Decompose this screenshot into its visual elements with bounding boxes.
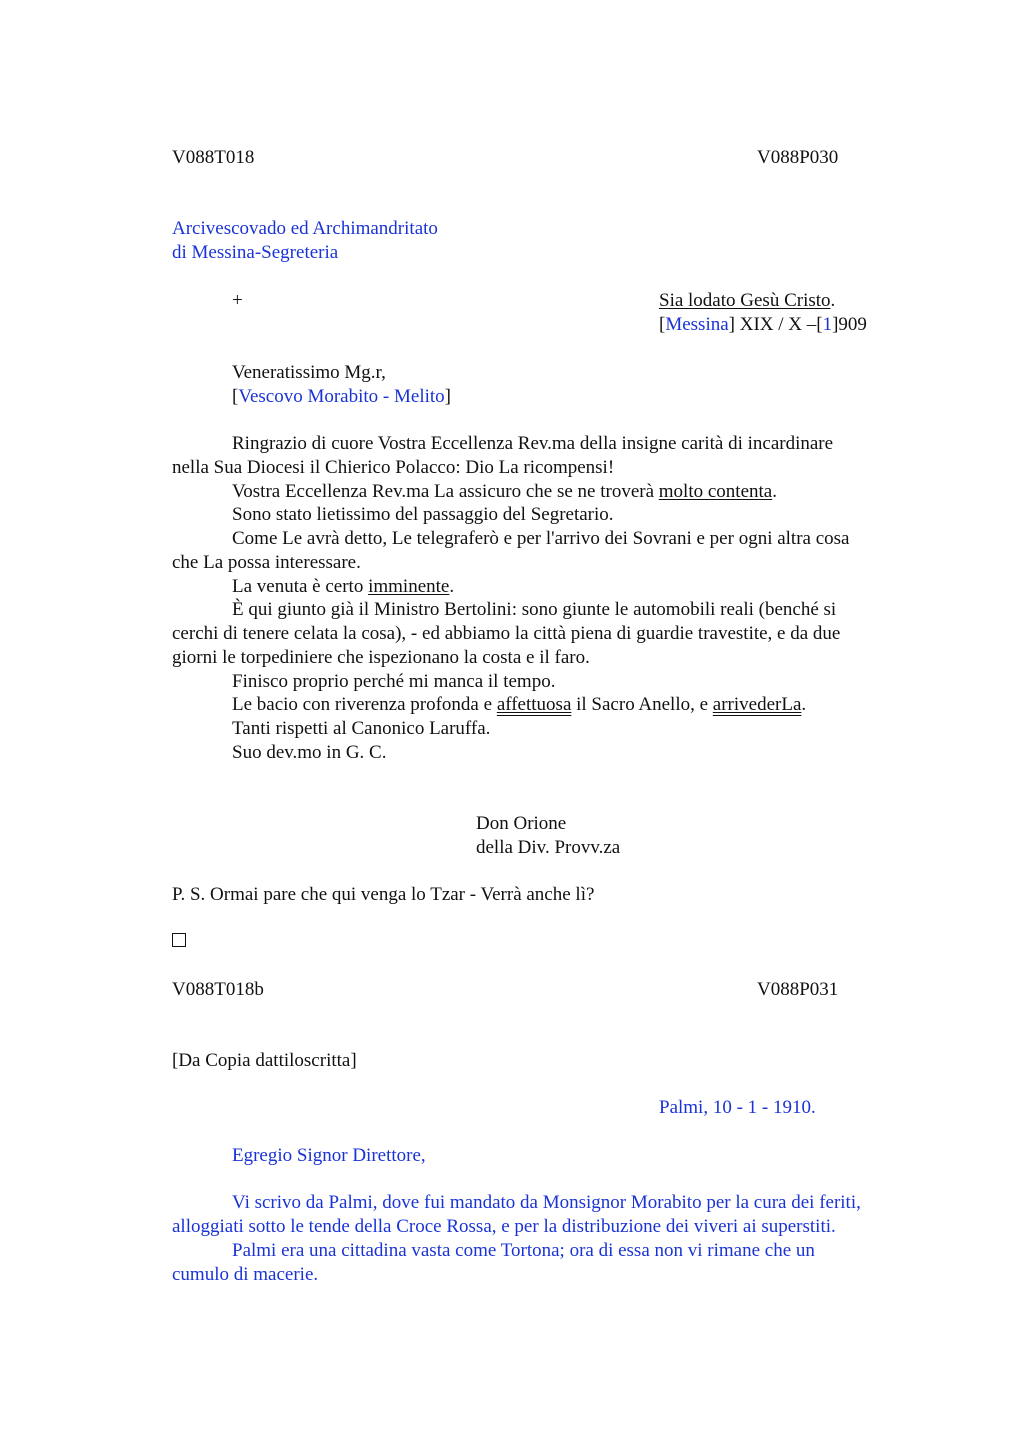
body-line: Tanti rispetti al Canonico Laruffa. <box>232 718 491 739</box>
underlined-phrase: molto contenta <box>658 481 773 502</box>
letter2-line: alloggiati sotto le tende della Croce Rossa, e per la distribuzione dei viveri ai superstiti. <box>172 1216 836 1237</box>
cross-symbol: + <box>232 290 243 311</box>
recipient-close-bracket: ] <box>444 386 451 407</box>
letter2-line: cumulo di macerie. <box>172 1264 319 1285</box>
body-line <box>232 693 806 717</box>
page-code-right: V088P030 <box>757 147 839 168</box>
date-line <box>659 313 867 337</box>
body-line: È qui giunto già il Ministro Bertolini: sono giunte le automobili reali (benché si <box>232 599 837 620</box>
motto-text: Sia lodato Gesù Cristo <box>659 290 831 311</box>
motto <box>659 289 835 313</box>
letterhead-line-1: Arcivescovado ed Archimandritato <box>172 218 438 239</box>
double-underlined-phrase: arrivederLa <box>712 694 802 715</box>
body-text: . <box>449 576 455 597</box>
closing: Suo dev.mo in G. C. <box>232 742 387 763</box>
body-line: cerchi di tenere celata la cosa), - ed abbiamo la città piena di guardie travestite, e da due <box>172 623 841 644</box>
letter2-date: Palmi, 10 - 1 - 1910. <box>659 1097 816 1118</box>
page-code-right: V088P031 <box>757 979 839 1000</box>
body-line <box>232 480 777 504</box>
body-line: che La possa interessare. <box>172 552 361 573</box>
underlined-phrase: imminente <box>368 576 450 597</box>
recipient: Vescovo Morabito - Melito <box>238 386 445 407</box>
date-digit: 1 <box>822 314 833 335</box>
recipient-line <box>232 385 451 409</box>
letterhead-line-2: di Messina-Segreteria <box>172 242 339 263</box>
body-line <box>232 575 454 599</box>
body-text: . <box>801 694 807 715</box>
doc-code-left: V088T018b <box>172 979 264 1000</box>
body-line: Come Le avrà detto, Le telegraferò e per l'arrivo dei Sovrani e per ogni altra cosa <box>232 528 850 549</box>
double-underlined-phrase: affettuosa <box>496 694 572 715</box>
letter2-line: Vi scrivo da Palmi, dove fui mandato da Monsignor Morabito per la cura dei feriti, <box>232 1192 861 1213</box>
body-text: Vostra Eccellenza Rev.ma La assicuro che se ne troverà <box>232 481 659 502</box>
recipient-open-bracket: [ <box>232 386 239 407</box>
source-note: [Da Copia dattiloscritta] <box>172 1050 357 1071</box>
body-line: Ringrazio di cuore Vostra Eccellenza Rev.ma della insigne carità di incardinare <box>232 433 834 454</box>
motto-period: . <box>830 290 836 311</box>
body-line: Sono stato lietissimo del passaggio del Segretario. <box>232 504 614 525</box>
body-line: Finisco proprio perché mi manca il tempo. <box>232 671 556 692</box>
body-text: il Sacro Anello, e <box>571 694 713 715</box>
body-line: giorni le torpediniere che ispezionano la costa e il faro. <box>172 647 590 668</box>
body-text: Le bacio con riverenza profonda e <box>232 694 497 715</box>
salutation: Veneratissimo Mg.r, <box>232 362 386 383</box>
doc-code-left: V088T018 <box>172 147 255 168</box>
date-open-bracket: [ <box>659 314 666 335</box>
separator-square-icon <box>172 933 186 947</box>
body-text: La venuta è certo <box>232 576 369 597</box>
signature-title: della Div. Provv.za <box>476 837 621 858</box>
date-tail: ]909 <box>832 314 867 335</box>
body-text: . <box>772 481 777 502</box>
signature-name: Don Orione <box>476 813 567 834</box>
body-line: nella Sua Diocesi il Chierico Polacco: Dio La ricompensi! <box>172 457 615 478</box>
letter2-line: Palmi era una cittadina vasta come Tortona; ora di essa non vi rimane che un <box>232 1240 815 1261</box>
letter2-salutation: Egregio Signor Direttore, <box>232 1145 426 1166</box>
date-mid: ] XIX / X –[ <box>728 314 823 335</box>
date-place: Messina <box>665 314 729 335</box>
postscript: P. S. Ormai pare che qui venga lo Tzar - Verrà anche lì? <box>172 884 595 905</box>
